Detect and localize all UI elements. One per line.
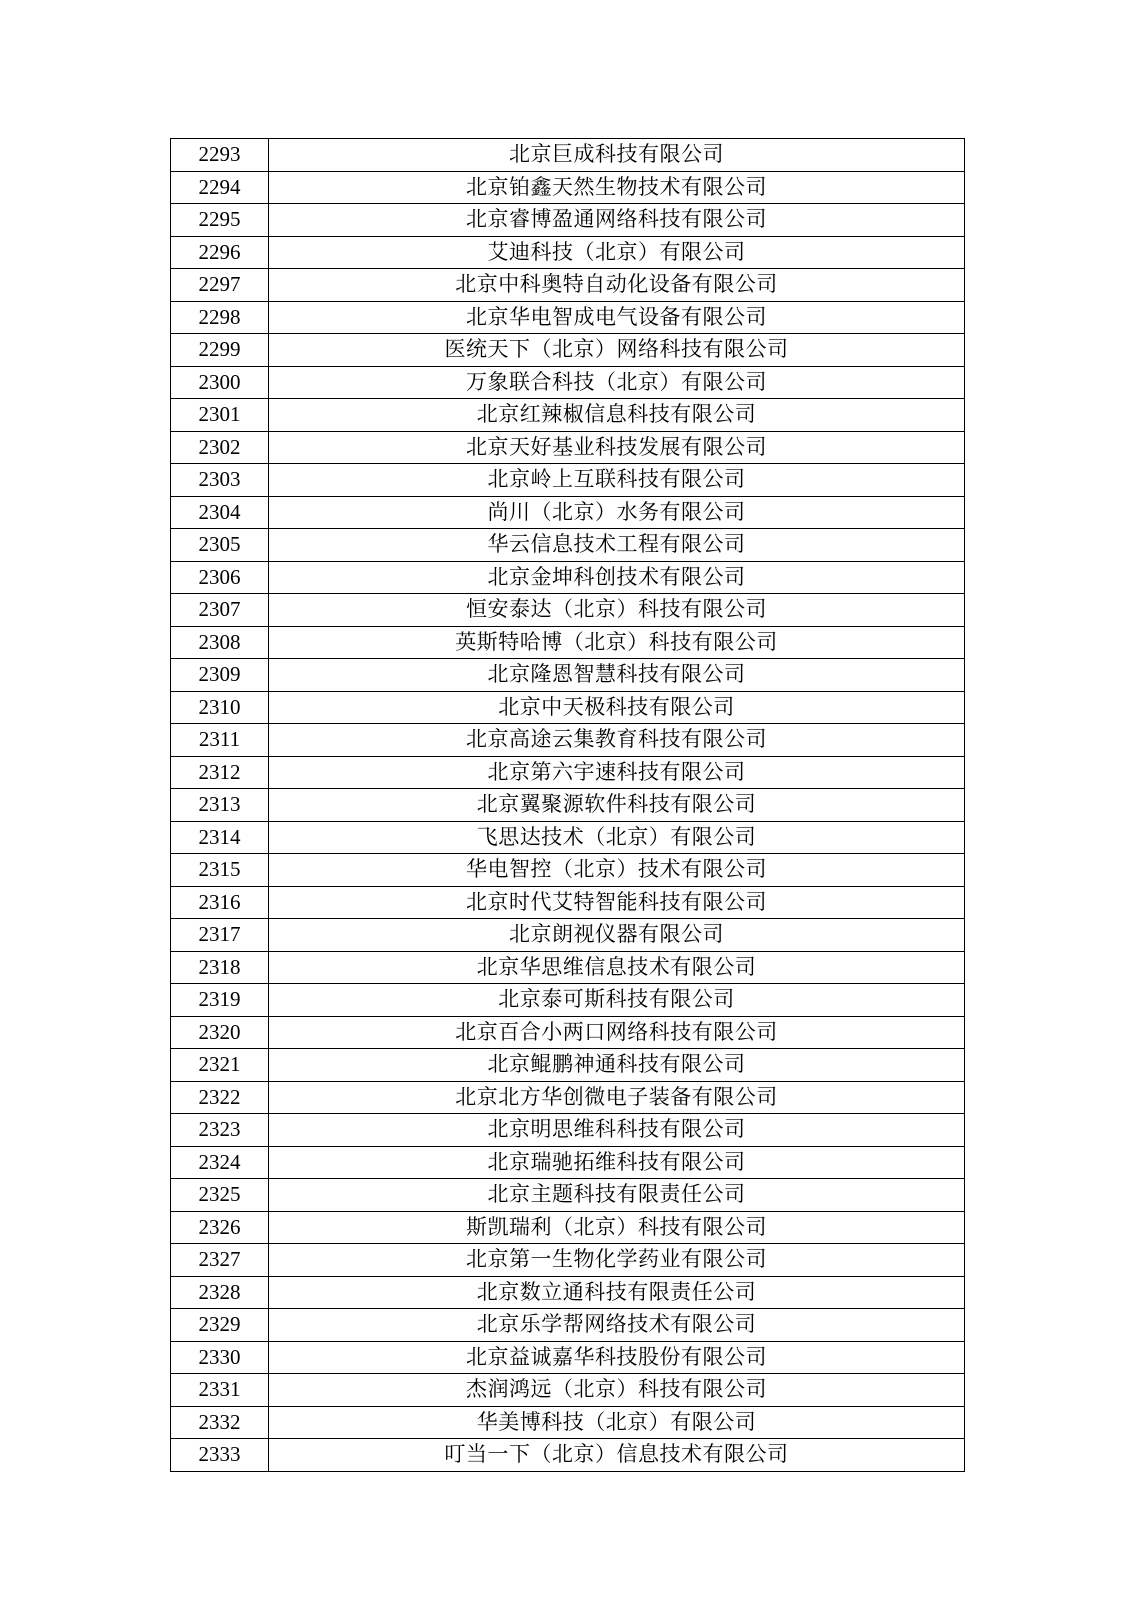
- row-number: 2309: [171, 659, 269, 692]
- company-name: 北京数立通科技有限责任公司: [269, 1276, 965, 1309]
- table-row: [171, 1114, 965, 1147]
- row-number: 2301: [171, 399, 269, 432]
- table-row: [171, 1211, 965, 1244]
- table-row: [171, 659, 965, 692]
- company-name: 北京中科奥特自动化设备有限公司: [269, 269, 965, 302]
- row-number: 2295: [171, 204, 269, 237]
- table-row: [171, 756, 965, 789]
- row-number: 2299: [171, 334, 269, 367]
- company-name: 北京华电智成电气设备有限公司: [269, 301, 965, 334]
- table-row: [171, 236, 965, 269]
- company-list-table: [170, 138, 965, 1472]
- table-row: [171, 366, 965, 399]
- table-row: [171, 1341, 965, 1374]
- company-name: 万象联合科技（北京）有限公司: [269, 366, 965, 399]
- company-name: 艾迪科技（北京）有限公司: [269, 236, 965, 269]
- row-number: 2296: [171, 236, 269, 269]
- row-number: 2315: [171, 854, 269, 887]
- row-number: 2308: [171, 626, 269, 659]
- company-name: 北京百合小两口网络科技有限公司: [269, 1016, 965, 1049]
- company-name: 北京主题科技有限责任公司: [269, 1179, 965, 1212]
- row-number: 2313: [171, 789, 269, 822]
- company-name: 北京第一生物化学药业有限公司: [269, 1244, 965, 1277]
- company-name: 北京岭上互联科技有限公司: [269, 464, 965, 497]
- table-row: [171, 431, 965, 464]
- table-row: [171, 139, 965, 172]
- company-name: 北京巨成科技有限公司: [269, 139, 965, 172]
- row-number: 2321: [171, 1049, 269, 1082]
- table-row: [171, 594, 965, 627]
- table-row: [171, 789, 965, 822]
- row-number: 2322: [171, 1081, 269, 1114]
- row-number: 2311: [171, 724, 269, 757]
- company-name: 北京睿博盈通网络科技有限公司: [269, 204, 965, 237]
- table-row: [171, 171, 965, 204]
- row-number: 2331: [171, 1374, 269, 1407]
- row-number: 2316: [171, 886, 269, 919]
- row-number: 2319: [171, 984, 269, 1017]
- row-number: 2312: [171, 756, 269, 789]
- row-number: 2294: [171, 171, 269, 204]
- row-number: 2330: [171, 1341, 269, 1374]
- row-number: 2317: [171, 919, 269, 952]
- row-number: 2329: [171, 1309, 269, 1342]
- company-name: 北京中天极科技有限公司: [269, 691, 965, 724]
- table-row: [171, 886, 965, 919]
- company-name: 北京瑞驰拓维科技有限公司: [269, 1146, 965, 1179]
- row-number: 2304: [171, 496, 269, 529]
- company-name: 医统天下（北京）网络科技有限公司: [269, 334, 965, 367]
- row-number: 2303: [171, 464, 269, 497]
- company-name: 北京朗视仪器有限公司: [269, 919, 965, 952]
- row-number: 2324: [171, 1146, 269, 1179]
- company-name: 尚川（北京）水务有限公司: [269, 496, 965, 529]
- table-row: [171, 626, 965, 659]
- company-name: 北京隆恩智慧科技有限公司: [269, 659, 965, 692]
- table-row: [171, 301, 965, 334]
- row-number: 2333: [171, 1439, 269, 1472]
- company-list-body: [171, 139, 965, 1472]
- table-row: [171, 691, 965, 724]
- table-row: [171, 1309, 965, 1342]
- table-row: [171, 1179, 965, 1212]
- company-name: 恒安泰达（北京）科技有限公司: [269, 594, 965, 627]
- company-name: 华云信息技术工程有限公司: [269, 529, 965, 562]
- company-name: 叮当一下（北京）信息技术有限公司: [269, 1439, 965, 1472]
- row-number: 2314: [171, 821, 269, 854]
- company-name: 北京金坤科创技术有限公司: [269, 561, 965, 594]
- row-number: 2302: [171, 431, 269, 464]
- table-row: [171, 529, 965, 562]
- table-row: [171, 1439, 965, 1472]
- table-row: [171, 496, 965, 529]
- row-number: 2326: [171, 1211, 269, 1244]
- table-row: [171, 854, 965, 887]
- company-name: 北京北方华创微电子装备有限公司: [269, 1081, 965, 1114]
- row-number: 2327: [171, 1244, 269, 1277]
- row-number: 2298: [171, 301, 269, 334]
- table-row: [171, 724, 965, 757]
- table-row: [171, 1406, 965, 1439]
- company-name: 北京天好基业科技发展有限公司: [269, 431, 965, 464]
- row-number: 2318: [171, 951, 269, 984]
- table-row: [171, 399, 965, 432]
- company-name: 华美博科技（北京）有限公司: [269, 1406, 965, 1439]
- company-name: 飞思达技术（北京）有限公司: [269, 821, 965, 854]
- row-number: 2293: [171, 139, 269, 172]
- company-name: 华电智控（北京）技术有限公司: [269, 854, 965, 887]
- row-number: 2325: [171, 1179, 269, 1212]
- table-row: [171, 1081, 965, 1114]
- row-number: 2323: [171, 1114, 269, 1147]
- company-name: 北京高途云集教育科技有限公司: [269, 724, 965, 757]
- row-number: 2332: [171, 1406, 269, 1439]
- table-row: [171, 1016, 965, 1049]
- row-number: 2328: [171, 1276, 269, 1309]
- company-name: 北京益诚嘉华科技股份有限公司: [269, 1341, 965, 1374]
- table-row: [171, 984, 965, 1017]
- table-row: [171, 269, 965, 302]
- row-number: 2297: [171, 269, 269, 302]
- table-row: [171, 919, 965, 952]
- row-number: 2305: [171, 529, 269, 562]
- table-row: [171, 1276, 965, 1309]
- table-row: [171, 464, 965, 497]
- company-name: 北京泰可斯科技有限公司: [269, 984, 965, 1017]
- company-name: 北京明思维科科技有限公司: [269, 1114, 965, 1147]
- table-row: [171, 334, 965, 367]
- company-name: 杰润鸿远（北京）科技有限公司: [269, 1374, 965, 1407]
- table-row: [171, 821, 965, 854]
- table-row: [171, 1244, 965, 1277]
- company-name: 北京第六宇速科技有限公司: [269, 756, 965, 789]
- company-name: 北京华思维信息技术有限公司: [269, 951, 965, 984]
- table-row: [171, 1146, 965, 1179]
- row-number: 2310: [171, 691, 269, 724]
- table-row: [171, 1049, 965, 1082]
- company-name: 英斯特哈博（北京）科技有限公司: [269, 626, 965, 659]
- row-number: 2300: [171, 366, 269, 399]
- table-row: [171, 951, 965, 984]
- row-number: 2320: [171, 1016, 269, 1049]
- table-row: [171, 561, 965, 594]
- table-row: [171, 204, 965, 237]
- company-name: 斯凯瑞利（北京）科技有限公司: [269, 1211, 965, 1244]
- row-number: 2307: [171, 594, 269, 627]
- company-name: 北京红辣椒信息科技有限公司: [269, 399, 965, 432]
- row-number: 2306: [171, 561, 269, 594]
- company-name: 北京铂鑫天然生物技术有限公司: [269, 171, 965, 204]
- company-name: 北京翼聚源软件科技有限公司: [269, 789, 965, 822]
- table-row: [171, 1374, 965, 1407]
- company-name: 北京鲲鹏神通科技有限公司: [269, 1049, 965, 1082]
- company-name: 北京乐学帮网络技术有限公司: [269, 1309, 965, 1342]
- company-name: 北京时代艾特智能科技有限公司: [269, 886, 965, 919]
